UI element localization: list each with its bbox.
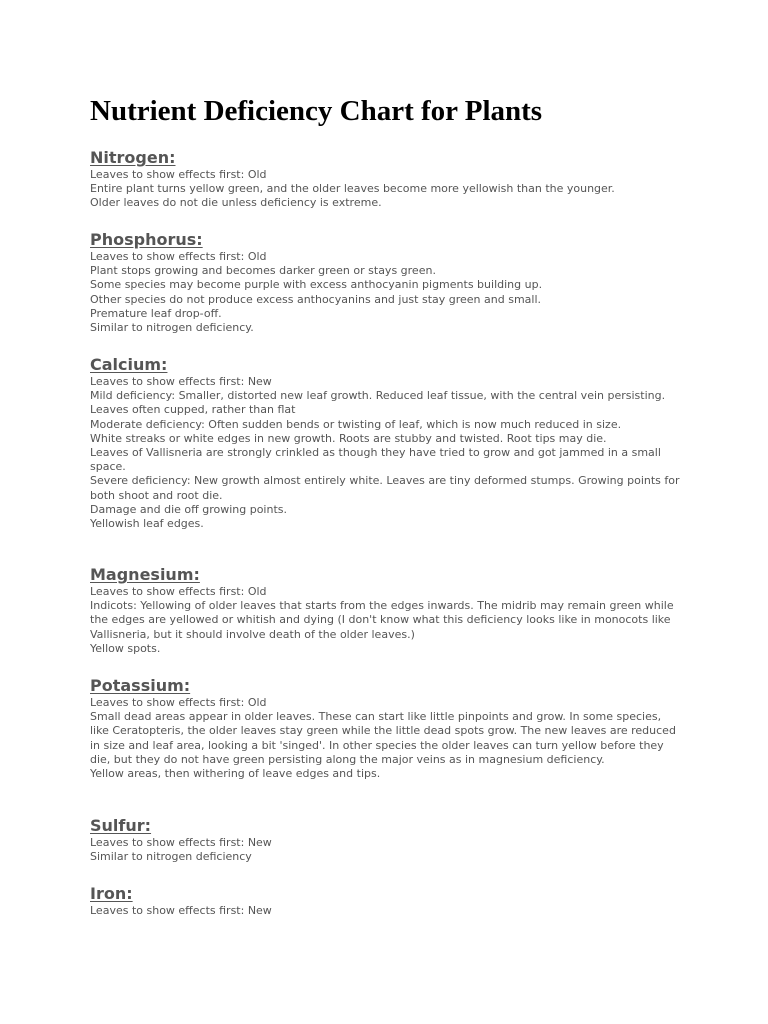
section-line: Premature leaf drop-off. xyxy=(90,306,222,320)
section-lines xyxy=(90,375,680,531)
section-line: Severe deficiency: New growth almost entirely white. Leaves are tiny deformed stumps. Growing points for both shoot and root die. xyxy=(90,474,680,502)
section-line: Yellowish leaf edges. xyxy=(90,517,204,531)
section-line: Leaves of Vallisneria are strongly crinkled as though they have tried to grow and got jammed in a small space. xyxy=(90,446,661,474)
section-lines xyxy=(90,836,680,864)
section-heading: Sulfur: xyxy=(90,816,152,835)
section-line: White streaks or white edges in new growth. Roots are stubby and twisted. Root tips may die. xyxy=(90,431,607,445)
section-lines xyxy=(90,696,680,781)
section-line: Small dead areas appear in older leaves. These can start like little pinpoints and grow. In some species, like Ceratopteris, the older leaves stay green while the little dead spots grow. The new leaves are reduced in size and leaf area, looking a bit 'singed'. In other species the older leaves can turn yellow before they die, but they do not have green persisting along the major veins as in magnesium deficiency. xyxy=(90,710,676,766)
section-magnesium xyxy=(90,565,680,656)
section-nitrogen xyxy=(90,148,680,211)
section-sulfur xyxy=(90,816,680,864)
section-line: Indicots: Yellowing of older leaves that starts from the edges inwards. The midrib may remain green while the edges are yellowed or whitish and dying (I don't know what this deficiency looks like in monocots like Vallisneria, but it should involve death of the older leaves.) xyxy=(90,599,674,641)
section-lines xyxy=(90,168,680,211)
section-line: Plant stops growing and becomes darker green or stays green. xyxy=(90,264,436,278)
section-line: Moderate deficiency: Often sudden bends or twisting of leaf, which is now much reduced in size. xyxy=(90,417,622,431)
section-heading: Phosphorus: xyxy=(90,230,203,249)
section-line: Yellow spots. xyxy=(90,641,161,655)
section-lines xyxy=(90,585,680,656)
section-line: Leaves to show effects first: Old xyxy=(90,250,267,263)
section-heading: Nitrogen: xyxy=(90,148,176,167)
section-heading: Magnesium: xyxy=(90,565,200,584)
section-lines xyxy=(90,904,680,918)
section-line: Mild deficiency: Smaller, distorted new leaf growth. Reduced leaf tissue, with the central vein persisting. xyxy=(90,389,666,403)
section-line: Similar to nitrogen deficiency xyxy=(90,850,252,864)
section-line: Similar to nitrogen deficiency. xyxy=(90,321,254,335)
section-calcium xyxy=(90,355,680,531)
section-line: Other species do not produce excess anthocyanins and just stay green and small. xyxy=(90,292,542,306)
section-iron xyxy=(90,884,680,918)
section-line: Leaves to show effects first: Old xyxy=(90,696,267,709)
section-heading: Potassium: xyxy=(90,676,191,695)
section-line: Some species may become purple with excess anthocyanin pigments building up. xyxy=(90,278,543,292)
section-line: Leaves to show effects first: New xyxy=(90,836,272,849)
section-line: Older leaves do not die unless deficiency is extreme. xyxy=(90,196,382,210)
section-line: Leaves to show effects first: New xyxy=(90,904,272,917)
section-line: Leaves often cupped, rather than flat xyxy=(90,403,296,417)
section-phosphorus xyxy=(90,230,680,335)
page-title: Nutrient Deficiency Chart for Plants xyxy=(90,95,543,127)
section-line: Leaves to show effects first: Old xyxy=(90,168,267,181)
section-potassium xyxy=(90,676,680,781)
section-line: Yellow areas, then withering of leave edges and tips. xyxy=(90,767,381,781)
section-line: Leaves to show effects first: New xyxy=(90,375,272,388)
section-lines xyxy=(90,250,680,335)
section-line: Leaves to show effects first: Old xyxy=(90,585,267,598)
section-heading: Calcium: xyxy=(90,355,168,374)
section-line: Entire plant turns yellow green, and the older leaves become more yellowish than the younger. xyxy=(90,182,615,196)
section-line: Damage and die off growing points. xyxy=(90,502,287,516)
section-heading: Iron: xyxy=(90,884,133,903)
